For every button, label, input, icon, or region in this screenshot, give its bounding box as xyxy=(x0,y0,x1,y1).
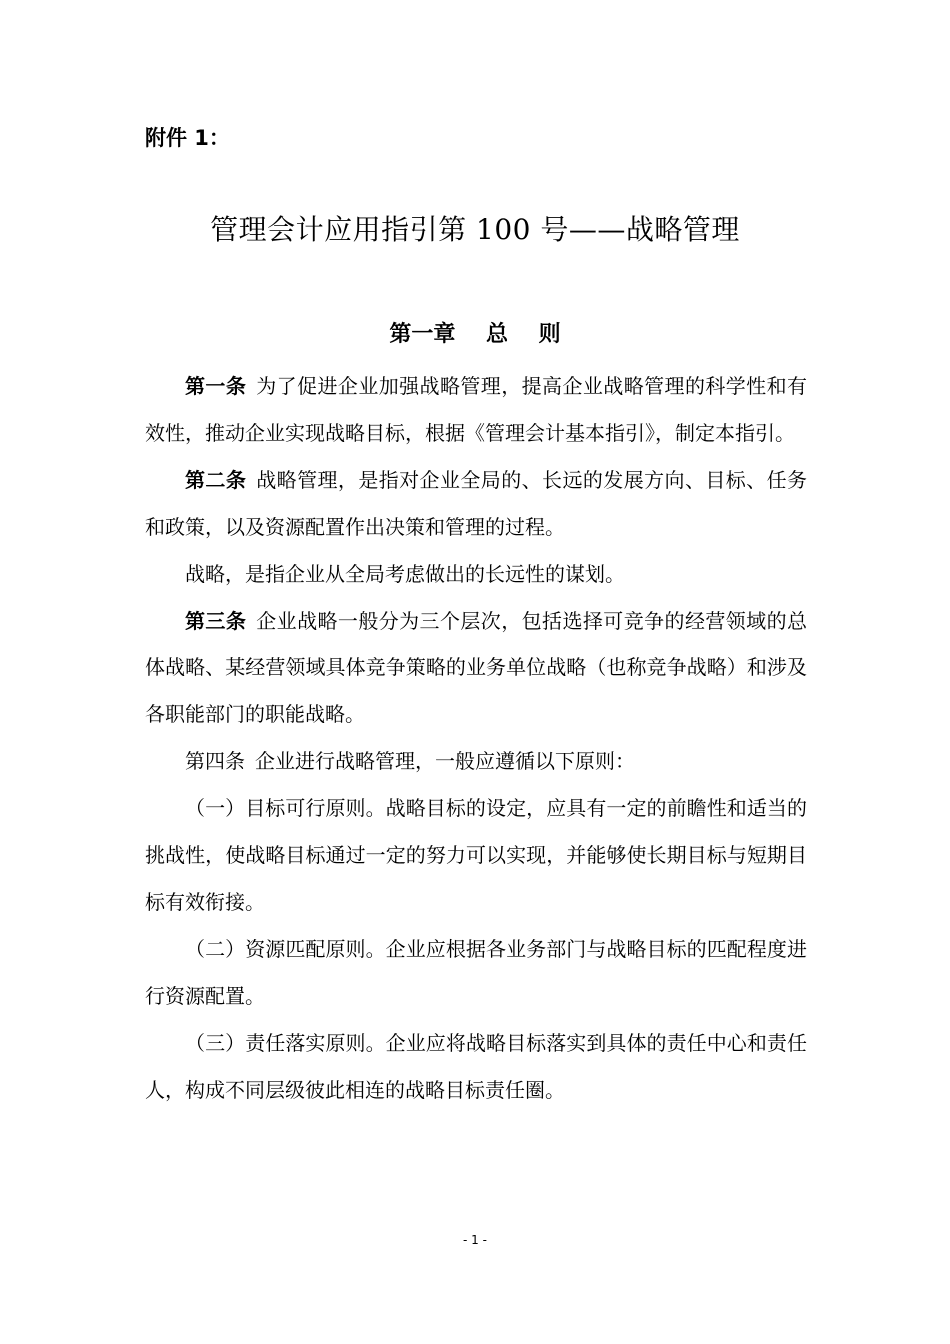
article-text: 企业战略一般分为三个层次，包括选择可竞争的经营领域的总体战略、某经营领域具体竞争策略的业务单位战略（也称竞争战略）和涉及各职能部门的职能战略。 xyxy=(145,608,808,727)
article-text: 企业进行战略管理，一般应遵循以下原则： xyxy=(255,749,635,774)
article-3 xyxy=(145,598,807,739)
paragraph-text: （三）责任落实原则。企业应将战略目标落实到具体的责任中心和责任人，构成不同层级彼此相连的战略目标责任圈。 xyxy=(145,1030,807,1102)
paragraph-text: （二）资源匹配原则。企业应根据各业务部门与战略目标的匹配程度进行资源配置。 xyxy=(145,936,807,1008)
article-lead: 第一条 xyxy=(185,374,247,398)
article-lead: 第三条 xyxy=(185,608,247,633)
article-2-definition xyxy=(145,551,807,598)
article-text: 为了促进企业加强战略管理，提高企业战略管理的科学性和有效性，推动企业实现战略目标，根据《管理会计基本指引》，制定本指引。 xyxy=(145,374,808,445)
paragraph-text: 战略，是指企业从全局考虑做出的长远性的谋划。 xyxy=(185,561,625,586)
article-1 xyxy=(145,363,807,457)
article-2 xyxy=(145,457,807,551)
principle-1 xyxy=(145,785,807,926)
principle-2 xyxy=(145,926,807,1020)
article-4 xyxy=(145,738,807,785)
article-lead: 第二条 xyxy=(185,467,247,492)
document-body xyxy=(145,363,807,1114)
article-text: 战略管理，是指对企业全局的、长远的发展方向、目标、任务和政策，以及资源配置作出决策和管理的过程。 xyxy=(145,467,808,539)
chapter-heading: 第一章 总 则 xyxy=(389,322,561,347)
document-title: 管理会计应用指引第 100 号——战略管理 xyxy=(210,213,740,246)
principle-3 xyxy=(145,1020,807,1114)
paragraph-text: （一）目标可行原则。战略目标的设定，应具有一定的前瞻性和适当的挑战性，使战略目标通过一定的努力可以实现，并能够使长期目标与短期目标有效衔接。 xyxy=(145,796,807,914)
page-number: - 1 - xyxy=(463,1233,487,1247)
article-lead: 第四条 xyxy=(185,749,245,774)
attachment-label: 附件 1： xyxy=(145,126,230,150)
